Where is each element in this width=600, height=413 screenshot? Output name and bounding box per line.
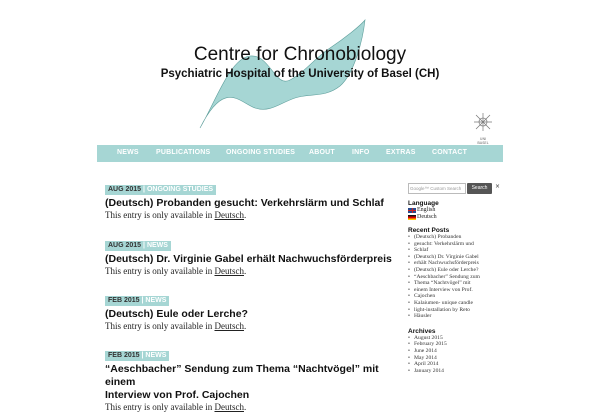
recent-posts-list	[408, 234, 508, 320]
archive-link[interactable]: • June 2014	[408, 348, 508, 355]
post-title-link[interactable]: (Deutsch) Probanden gesucht: Verkehrslärm und Schlaf	[105, 197, 384, 209]
post-excerpt	[105, 266, 395, 277]
site-subtitle: Psychiatric Hospital of the University of Basel (CH)	[160, 68, 440, 80]
recent-post-text: Schlaf	[414, 247, 429, 254]
post-category-link[interactable]: NEWS	[145, 352, 167, 359]
recent-post-text: Kalaiumen- unique candle	[414, 299, 474, 306]
recent-post-continued[interactable]	[408, 293, 508, 300]
deutsch-link[interactable]: Deutsch	[214, 402, 244, 412]
meta-separator: |	[141, 242, 147, 249]
german-flag-icon	[408, 215, 416, 220]
post-excerpt	[105, 402, 395, 413]
post-item	[105, 289, 395, 332]
language-label: Deutsch	[417, 214, 437, 220]
post-title-link[interactable]: (Deutsch) Eule oder Lerche?	[105, 308, 248, 320]
recent-post-continued[interactable]	[408, 287, 508, 294]
recent-post-text: Cajochen	[414, 293, 436, 300]
recent-post-text: einem Interview von Prof.	[414, 286, 473, 293]
basel-emblem-icon	[472, 112, 494, 132]
meta-separator: |	[139, 297, 146, 304]
language-english[interactable]	[408, 207, 508, 214]
archives-title: Archives	[408, 327, 436, 335]
archive-link[interactable]: • August 2015	[408, 335, 508, 342]
language-deutsch[interactable]	[408, 214, 508, 221]
post-category-link[interactable]: ONGOING STUDIES	[146, 186, 214, 193]
meta-separator: |	[139, 352, 146, 359]
recent-post-continued[interactable]	[408, 280, 508, 287]
recent-post-text: “Aeschbacher” Sendung zum	[414, 273, 480, 280]
excerpt-end: .	[243, 210, 247, 220]
post-item	[105, 234, 395, 277]
nav-info[interactable]: INFO	[352, 149, 370, 156]
recent-post-continued[interactable]	[408, 307, 508, 314]
recent-post-text: Thema “Nachtvögel” mit	[414, 280, 471, 287]
post-meta	[105, 296, 169, 306]
post-date: AUG 2015	[108, 186, 142, 193]
excerpt-end: .	[243, 321, 247, 331]
uni-logo-text: BASEL	[477, 141, 489, 145]
excerpt-text: This entry is only available in	[105, 266, 215, 276]
archive-link[interactable]: • January 2014	[408, 368, 508, 375]
recent-post-text: erhält Nachwuchsförderpreis	[414, 260, 479, 267]
close-icon[interactable]: ×	[495, 183, 501, 190]
excerpt-end: .	[243, 266, 247, 276]
main-navigation	[97, 145, 503, 162]
search-button[interactable]: Search	[467, 183, 492, 194]
post-meta	[105, 185, 216, 195]
recent-post-text: (Deutsch) Probanden	[414, 234, 462, 240]
nav-news[interactable]: NEWS	[117, 149, 139, 156]
recent-post-link[interactable]	[408, 234, 508, 241]
post-category-link[interactable]: NEWS	[146, 242, 168, 249]
recent-post-text: (Deutsch) Dr. Virginie Gabel	[414, 253, 479, 260]
uk-flag-icon	[408, 208, 416, 213]
archive-link[interactable]: • April 2014	[408, 361, 508, 368]
post-item	[105, 344, 395, 413]
archives-widget	[408, 328, 508, 375]
search-widget	[408, 183, 508, 195]
recent-posts-widget	[408, 227, 508, 320]
deutsch-link[interactable]: Deutsch	[214, 266, 244, 276]
post-meta	[105, 241, 171, 251]
nav-extras[interactable]: EXTRAS	[386, 149, 416, 156]
recent-post-text: light-installation by Reto	[414, 306, 470, 313]
language-label: English	[417, 207, 436, 213]
excerpt-text: This entry is only available in	[105, 402, 215, 412]
recent-post-continued[interactable]	[408, 313, 508, 320]
nav-publications[interactable]: PUBLICATIONS	[156, 149, 211, 156]
post-category-link[interactable]: NEWS	[145, 297, 167, 304]
archives-list	[408, 335, 508, 375]
language-widget	[408, 200, 508, 221]
nav-ongoing-studies[interactable]: ONGOING STUDIES	[226, 149, 296, 156]
post-excerpt	[105, 321, 395, 332]
recent-post-text: Häusler	[414, 313, 432, 320]
deutsch-link[interactable]: Deutsch	[214, 321, 244, 331]
archive-link[interactable]: • May 2014	[408, 355, 508, 362]
post-date: FEB 2015	[108, 297, 140, 304]
recent-post-link[interactable]	[408, 267, 508, 274]
nav-about[interactable]: ABOUT	[309, 149, 335, 156]
nav-contact[interactable]: CONTACT	[432, 149, 468, 156]
post-title-link[interactable]: (Deutsch) Dr. Virginie Gabel erhält Nachwuchsförderpreis	[105, 253, 392, 265]
excerpt-text: This entry is only available in	[105, 210, 215, 220]
post-title-line: Interview von Prof. Cajochen	[105, 389, 250, 401]
post-meta	[105, 351, 169, 361]
recent-post-text: (Deutsch) Eule oder Lerche?	[414, 266, 479, 273]
deutsch-link[interactable]: Deutsch	[214, 210, 244, 220]
uni-basel-logo[interactable]	[472, 112, 494, 145]
search-input[interactable]: Google™ Custom Search	[408, 183, 466, 194]
post-date: FEB 2015	[108, 352, 140, 359]
uni-logo-text: UNI	[479, 137, 487, 141]
post-title-link[interactable]	[105, 363, 395, 402]
post-title-line: “Aeschbacher” Sendung zum Thema “Nachtvögel” mit einem	[105, 363, 379, 388]
recent-post-continued[interactable]	[408, 247, 508, 254]
post-date: AUG 2015	[108, 242, 142, 249]
excerpt-end: .	[243, 402, 247, 412]
post-excerpt	[105, 210, 395, 221]
meta-separator: |	[141, 186, 147, 193]
language-title: Language	[408, 200, 439, 207]
site-header	[0, 0, 600, 145]
excerpt-text: This entry is only available in	[105, 321, 215, 331]
post-item	[105, 178, 395, 221]
archive-link[interactable]: • February 2015	[408, 341, 508, 348]
site-title[interactable]: Centre for Chronobiology	[193, 44, 407, 65]
recent-post-link[interactable]	[408, 300, 508, 307]
recent-post-continued[interactable]	[408, 260, 508, 267]
sidebar	[408, 183, 508, 374]
recent-posts-title: Recent Posts	[408, 227, 450, 234]
recent-post-text: gesucht: Verkehrslärm und	[414, 240, 474, 247]
